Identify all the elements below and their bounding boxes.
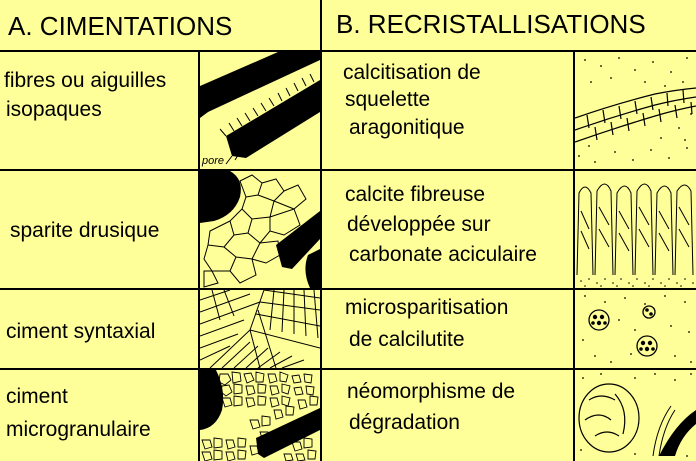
label-syntaxial: ciment syntaxial bbox=[6, 320, 156, 343]
label-microgranulaire-line1: ciment bbox=[6, 385, 68, 408]
header-recristallisations: B. RECRISTALLISATIONS bbox=[336, 9, 646, 39]
label-calcitisation-line2: squelette bbox=[345, 88, 431, 111]
pattern-sparite-drusique bbox=[200, 171, 320, 288]
label-fibreuse-line2: développée sur bbox=[347, 213, 491, 236]
label-fibres-line1: fibres ou aiguilles bbox=[4, 69, 167, 92]
pattern-fibres-isopaques bbox=[200, 52, 320, 169]
label-microgranulaire-line2: microgranulaire bbox=[6, 418, 151, 441]
header-cimentations: A. CIMENTATIONS bbox=[8, 11, 233, 41]
label-calcitisation-line1: calcitisation de bbox=[343, 61, 481, 84]
pore-caption: pore bbox=[202, 155, 225, 167]
label-neomorph-line2: dégradation bbox=[349, 411, 460, 434]
label-neomorph-line1: néomorphisme de bbox=[347, 380, 516, 403]
label-fibreuse-line1: calcite fibreuse bbox=[345, 183, 486, 206]
label-calcitisation-line3: aragonitique bbox=[349, 116, 465, 139]
label-fibreuse-line3: carbonate aciculaire bbox=[349, 243, 537, 266]
label-microspar-line1: microsparitisation bbox=[345, 296, 509, 319]
pattern-ciment-syntaxial bbox=[200, 290, 320, 368]
column-divider-center bbox=[320, 0, 322, 461]
pattern-microsparitisation bbox=[575, 290, 696, 368]
pattern-calcitisation bbox=[575, 52, 696, 169]
pattern-calcite-fibreuse bbox=[575, 171, 696, 288]
pattern-ciment-microgranulaire bbox=[200, 370, 320, 461]
label-microspar-line2: de calcilutite bbox=[349, 328, 465, 351]
label-sparite: sparite drusique bbox=[10, 219, 160, 242]
pattern-neomorphisme bbox=[575, 370, 696, 461]
label-fibres-line2: isopaques bbox=[6, 98, 102, 121]
